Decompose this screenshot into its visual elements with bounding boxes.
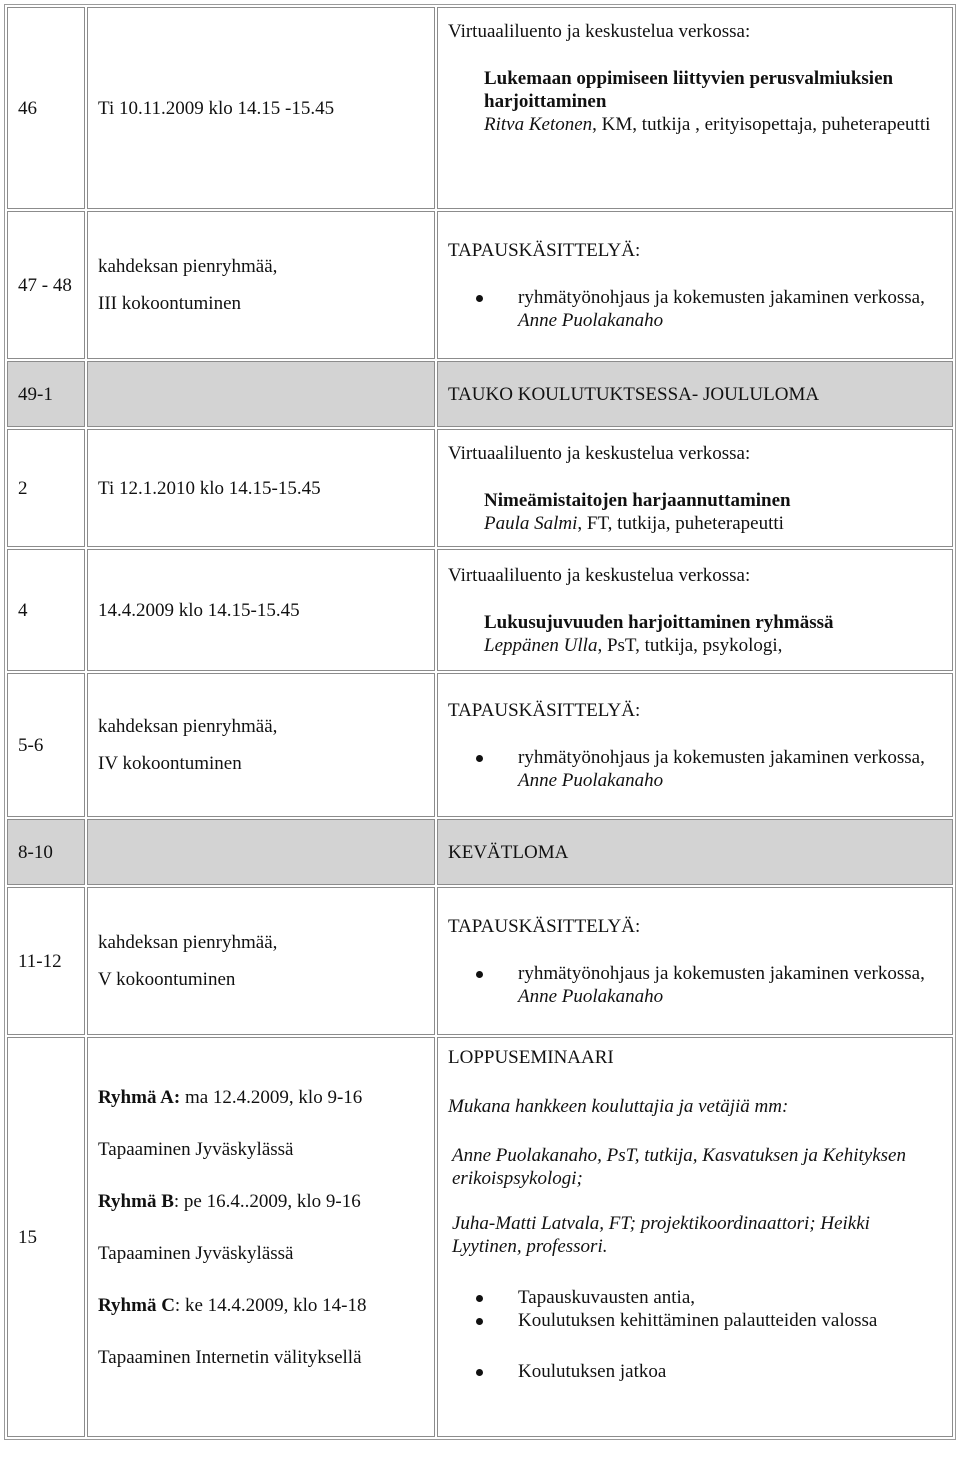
date-cell bbox=[87, 211, 435, 359]
meeting-number: IV kokoontuminen bbox=[98, 753, 242, 774]
groups-cell bbox=[87, 1037, 435, 1437]
group-name: Ryhmä B bbox=[98, 1191, 174, 1212]
content-cell bbox=[437, 1037, 953, 1437]
bullet-text: ryhmätyönohjaus ja kokemusten jakaminen verkossa, bbox=[518, 286, 925, 308]
lecture-title: Lukemaan oppimiseen liittyvien perusvalmiuksien harjoittaminen bbox=[484, 68, 894, 112]
content-cell bbox=[437, 673, 953, 817]
table-row bbox=[7, 429, 953, 547]
group-date: : pe 16.4..2009, klo 9-16 bbox=[173, 1191, 361, 1212]
content-cell bbox=[437, 549, 953, 671]
group-name: Ryhmä C bbox=[98, 1295, 175, 1316]
empty-cell bbox=[87, 361, 435, 427]
lecture-title: Lukusujuvuuden harjoittaminen ryhmässä bbox=[484, 611, 834, 633]
bullet-name: Anne Puolakanaho bbox=[518, 769, 664, 791]
speaker-details: , PsT, tutkija, psykologi, bbox=[597, 634, 783, 656]
week-cell: 8-10 bbox=[7, 819, 85, 885]
date-cell bbox=[87, 887, 435, 1035]
empty-cell bbox=[87, 819, 435, 885]
meeting-number: V kokoontuminen bbox=[98, 969, 236, 990]
date-cell: 14.4.2009 klo 14.15-15.45 bbox=[87, 549, 435, 671]
group-place: Tapaaminen Internetin välityksellä bbox=[98, 1347, 362, 1368]
week-cell: 49-1 bbox=[7, 361, 85, 427]
group-place: Tapaaminen Jyväskylässä bbox=[98, 1243, 294, 1264]
lecture-intro: Virtuaaliluento ja keskustelua verkossa: bbox=[448, 564, 751, 586]
bullet-icon bbox=[476, 1318, 483, 1325]
list-item bbox=[448, 1309, 942, 1332]
table-row bbox=[7, 819, 953, 885]
lecture-intro: Virtuaaliluento ja keskustelua verkossa: bbox=[448, 442, 751, 464]
group-name: Ryhmä A: bbox=[98, 1087, 181, 1108]
section-subheading: Mukana hankkeen kouluttajia ja vetäjiä mm: bbox=[448, 1096, 789, 1117]
people-list-2: Juha-Matti Latvala, FT; projektikoordinaattori; Heikki Lyytinen, professori. bbox=[452, 1213, 870, 1257]
group-count: kahdeksan pienryhmää, bbox=[98, 932, 278, 953]
table-row bbox=[7, 673, 953, 817]
meeting-number: III kokoontuminen bbox=[98, 293, 242, 314]
group-date: : ke 14.4.2009, klo 14-18 bbox=[174, 1295, 367, 1316]
list-item bbox=[448, 286, 942, 332]
break-label: KEVÄTLOMA bbox=[437, 819, 953, 885]
content-cell bbox=[437, 211, 953, 359]
lecture-intro: Virtuaaliluento ja keskustelua verkossa: bbox=[448, 21, 751, 42]
week-cell: 2 bbox=[7, 429, 85, 547]
speaker-name: Paula Salmi bbox=[484, 512, 578, 534]
week-cell: 5-6 bbox=[7, 673, 85, 817]
table-row bbox=[7, 7, 953, 209]
group-date: ma 12.4.2009, klo 9-16 bbox=[180, 1087, 363, 1108]
content-cell bbox=[437, 887, 953, 1035]
group-count: kahdeksan pienryhmää, bbox=[98, 716, 278, 737]
table-row bbox=[7, 887, 953, 1035]
content-cell bbox=[437, 7, 953, 209]
week-cell: 11-12 bbox=[7, 887, 85, 1035]
list-item bbox=[448, 1286, 942, 1309]
date-cell: Ti 12.1.2010 klo 14.15-15.45 bbox=[87, 429, 435, 547]
bullet-icon bbox=[476, 1369, 483, 1376]
speaker-name: Leppänen Ulla bbox=[484, 634, 598, 656]
date-cell bbox=[87, 673, 435, 817]
table-row bbox=[7, 211, 953, 359]
bullet-name: Anne Puolakanaho bbox=[518, 985, 664, 1007]
date-cell: Ti 10.11.2009 klo 14.15 -15.45 bbox=[87, 7, 435, 209]
table-row bbox=[7, 361, 953, 427]
bullet-text: ryhmätyönohjaus ja kokemusten jakaminen verkossa, bbox=[518, 962, 925, 984]
week-cell: 15 bbox=[7, 1037, 85, 1437]
speaker-details: , KM, tutkija , erityisopettaja, puheterapeutti bbox=[592, 114, 931, 135]
group-place: Tapaaminen Jyväskylässä bbox=[98, 1139, 294, 1160]
section-heading: TAPAUSKÄSITTELYÄ: bbox=[448, 915, 641, 937]
week-cell: 46 bbox=[7, 7, 85, 209]
bullet-icon bbox=[476, 295, 483, 302]
schedule-table bbox=[4, 4, 956, 1440]
table-row bbox=[7, 549, 953, 671]
bullet-text: Koulutuksen kehittäminen palautteiden valossa bbox=[518, 1310, 878, 1331]
speaker-name: Ritva Ketonen bbox=[484, 114, 593, 135]
week-cell: 47 - 48 bbox=[7, 211, 85, 359]
bullet-text: Koulutuksen jatkoa bbox=[518, 1361, 667, 1382]
lecture-title: Nimeämistaitojen harjaannuttaminen bbox=[484, 489, 791, 511]
bullet-name: Anne Puolakanaho bbox=[518, 309, 664, 331]
content-cell bbox=[437, 429, 953, 547]
list-item bbox=[448, 746, 942, 792]
bullet-icon bbox=[476, 971, 483, 978]
section-heading: TAPAUSKÄSITTELYÄ: bbox=[448, 239, 641, 261]
group-count: kahdeksan pienryhmää, bbox=[98, 256, 278, 277]
break-label: TAUKO KOULUTUKTSESSA- JOULULOMA bbox=[437, 361, 953, 427]
list-item bbox=[448, 1360, 942, 1383]
section-heading: LOPPUSEMINAARI bbox=[448, 1047, 614, 1068]
people-list-1: Anne Puolakanaho, PsT, tutkija, Kasvatuksen ja Kehityksen erikoispsykologi; bbox=[452, 1145, 906, 1189]
table-row bbox=[7, 1037, 953, 1437]
bullet-icon bbox=[476, 755, 483, 762]
week-cell: 4 bbox=[7, 549, 85, 671]
bullet-icon bbox=[476, 1295, 483, 1302]
bullet-text: Tapauskuvausten antia, bbox=[518, 1287, 696, 1308]
bullet-text: ryhmätyönohjaus ja kokemusten jakaminen verkossa, bbox=[518, 746, 925, 768]
section-heading: TAPAUSKÄSITTELYÄ: bbox=[448, 699, 641, 721]
speaker-details: , FT, tutkija, puheterapeutti bbox=[577, 512, 784, 534]
list-item bbox=[448, 962, 942, 1008]
